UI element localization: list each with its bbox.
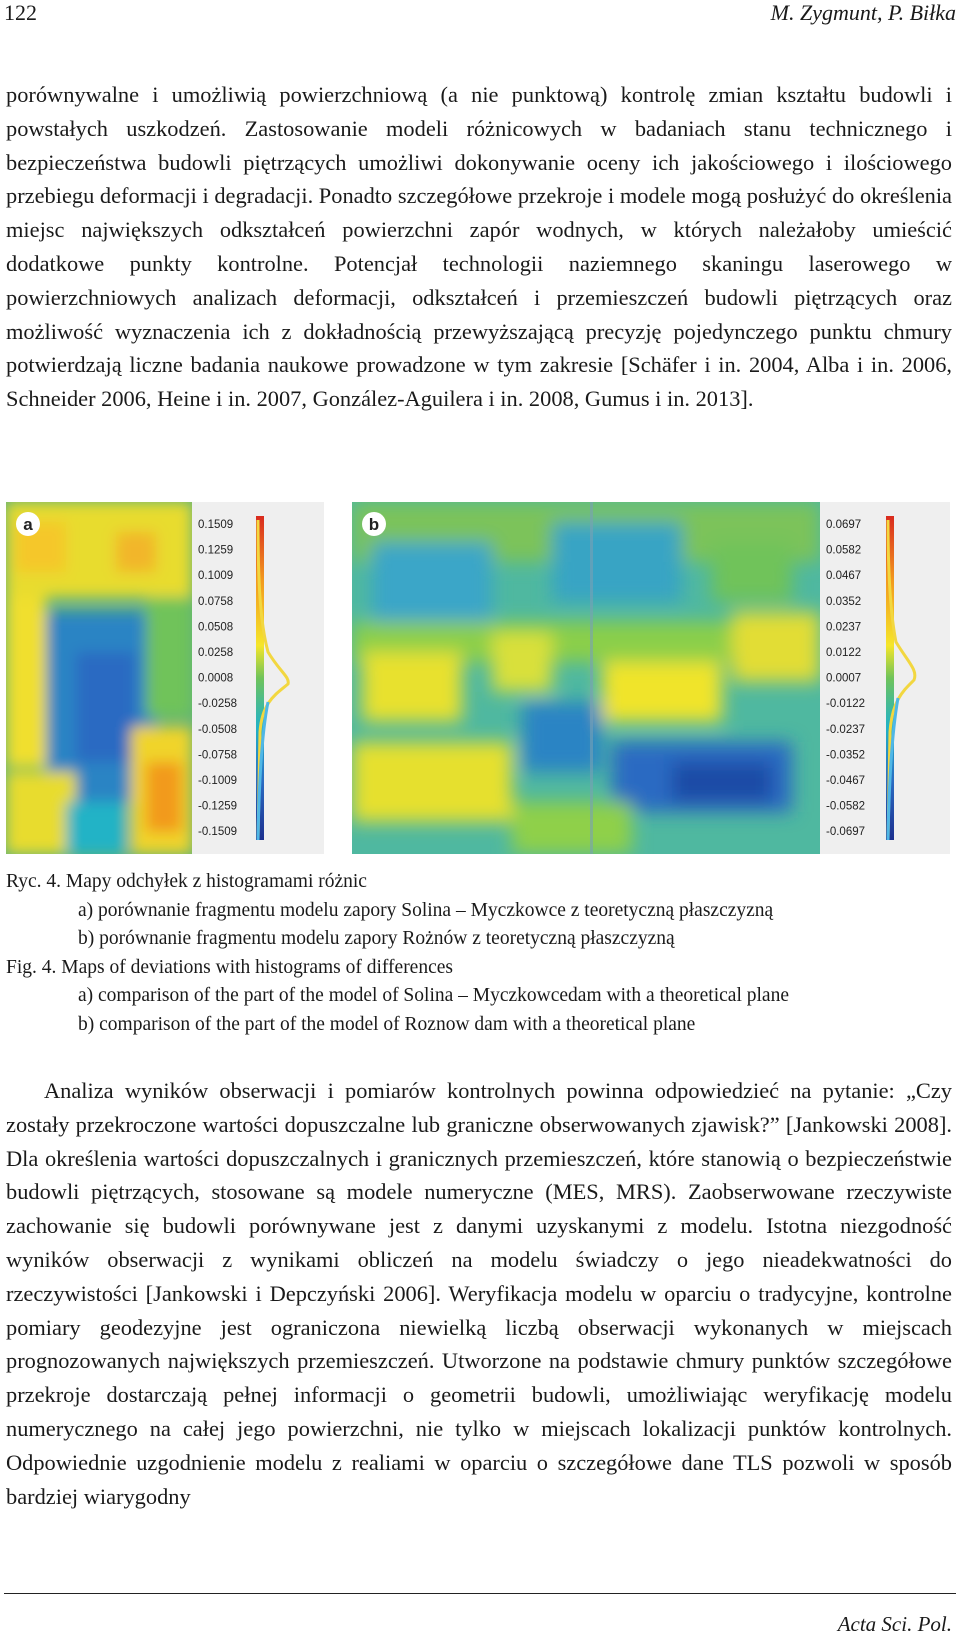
scale-tick-label: -0.1259 [198,800,238,813]
scale-tick-label: -0.0467 [826,775,866,787]
scale-tick-label: 0.0467 [826,570,862,583]
scale-tick-label: -0.0697 [826,826,866,839]
scale-tick-label: 0.0697 [826,519,862,531]
caption-line-pl-a: a) porównanie fragmentu modelu zapory Solina – Myczkowce z teoretyczną płaszczyzną [78,899,774,921]
scale-tick-label: 0.0237 [826,621,862,634]
body-paragraph-2: Analiza wyników obserwacji i pomiarów kontrolnych powinna odpowiedzieć na pytanie: „Czy zostały przekroczone wartości dopuszczalne lub graniczne obserwowanych zjawisk?” [Jankowski 2008]. Dla określenia wartości dopuszczalnych i granicznych przemieszczeń, które stanowią o bezpieczeństwie budowli piętrzących, stosowane są modele numeryczne (MES, MRS). Zaobserwowane rzeczywiste zachowanie się budowli porównywane jest z danymi uzyskanymi z modelu. Istotna niezgodność wyników obserwacji z wynikami obliczeń na modelu świadczy o jego nieadekwatności do rzeczywistości [Jankowski i Depczyński 2006]. Weryfikacja modelu w oparciu o tradycyjne, kontrolne pomiary geodezyjne jest ograniczona niewielką liczbą obserwacji wykonanych w miejscach prognozowanych największych przemieszczeń. Utworzone na podstawie chmury punktów szczegółowe przekroje dostarczają pełnej informacji o geometrii budowli, umożliwiając weryfikację modelu numerycznego na całej jego powierzchni, nie tylko w miejscach lokalizacji punktów kontrolnych. Odpowiednie uzgodnienie modelu z realiami w oparciu o szczegółowe dane TLS pozwoli w sposób bardziej wiarygodny [6,1078,952,1509]
page-number: 122 [4,0,37,25]
journal-name: Acta Sci. Pol. [837,1612,952,1636]
scale-tick-label: 0.0122 [826,647,862,659]
scale-tick-label: -0.0582 [826,800,866,813]
deviation-map-b [352,502,950,854]
scale-tick-label: 0.0582 [826,544,862,557]
scale-tick-label: -0.0258 [198,698,238,711]
scale-tick-label: -0.0122 [826,698,866,711]
figure-4 [6,502,952,854]
scale-tick-label: 0.0352 [826,595,862,608]
scale-tick-label: 0.1259 [198,544,234,557]
caption-line-en-a: a) comparison of the part of the model of Solina – Myczkowcedam with a theoretical plane [78,985,789,1006]
caption-line-pl-b: b) porównanie fragmentu modelu zapory Rożnów z teoretyczną płaszczyzną [78,928,675,949]
footer-rule [4,1593,956,1594]
scale-tick-label: 0.0258 [198,647,234,659]
scale-tick-label: -0.0237 [826,723,866,736]
caption-line-pl-title: Ryc. 4. Mapy odchyłek z histogramami różnic [6,871,367,892]
page-header [4,0,956,26]
panel-label-b: b [368,515,380,534]
scale-tick-label: -0.0758 [198,749,238,762]
scale-tick-label: 0.0508 [198,621,234,634]
deviation-map-a [6,502,324,854]
scale-tick-label: 0.0008 [198,672,234,685]
scale-tick-label: -0.1509 [198,826,238,839]
caption-line-en-title: Fig. 4. Maps of deviations with histograms of differences [6,956,453,978]
caption-line-en-b: b) comparison of the part of the model of Roznow dam with a theoretical plane [78,1013,696,1035]
scale-tick-label: -0.1009 [198,775,238,787]
figure-caption [6,868,952,1039]
scale-tick-label: 0.0758 [198,595,234,608]
scale-tick-label: -0.0352 [826,749,866,762]
scale-tick-label: 0.0007 [826,672,862,685]
panel-label-a: a [23,515,33,534]
scale-tick-label: -0.0508 [198,723,238,736]
scale-tick-label: 0.1009 [198,570,234,583]
scale-tick-label: 0.1509 [198,519,234,531]
running-head-authors: M. Zygmunt, P. Biłka [770,0,956,25]
body-paragraph-1: porównywalne i umożliwią powierzchniową (a nie punktową) kontrolę zmian kształtu budowli i powstałych uszkodzeń. Zastosowanie modeli różnicowych w badaniach stanu technicznego i bezpieczeństwa budowli piętrzących umożliwi dokonywanie oceny ich jakościowego i ilościowego przebiegu deformacji i degradacji. Ponadto szczegółowe przekroje i modele mogą posłużyć do określenia miejsc największych odkształceń powierzchni zapór wodnych, w których należałoby umieścić dodatkowe punkty kontrolne. Potencjał technologii naziemnego skaningu laserowego w powierzchniowych analizach deformacji, odkształceń i przemieszczeń budowli piętrzących oraz możliwość wyznaczenia ich z dokładnością przewyższającą precyzję pojedynczego punktu chmury potwierdzają liczne badania naukowe prowadzone w tym zakresie [Schäfer i in. 2004, Alba i in. 2006, Schneider 2006, Heine i in. 2007, González-Aguilera i in. 2008, Gumus i in. 2013]. [6,82,952,412]
